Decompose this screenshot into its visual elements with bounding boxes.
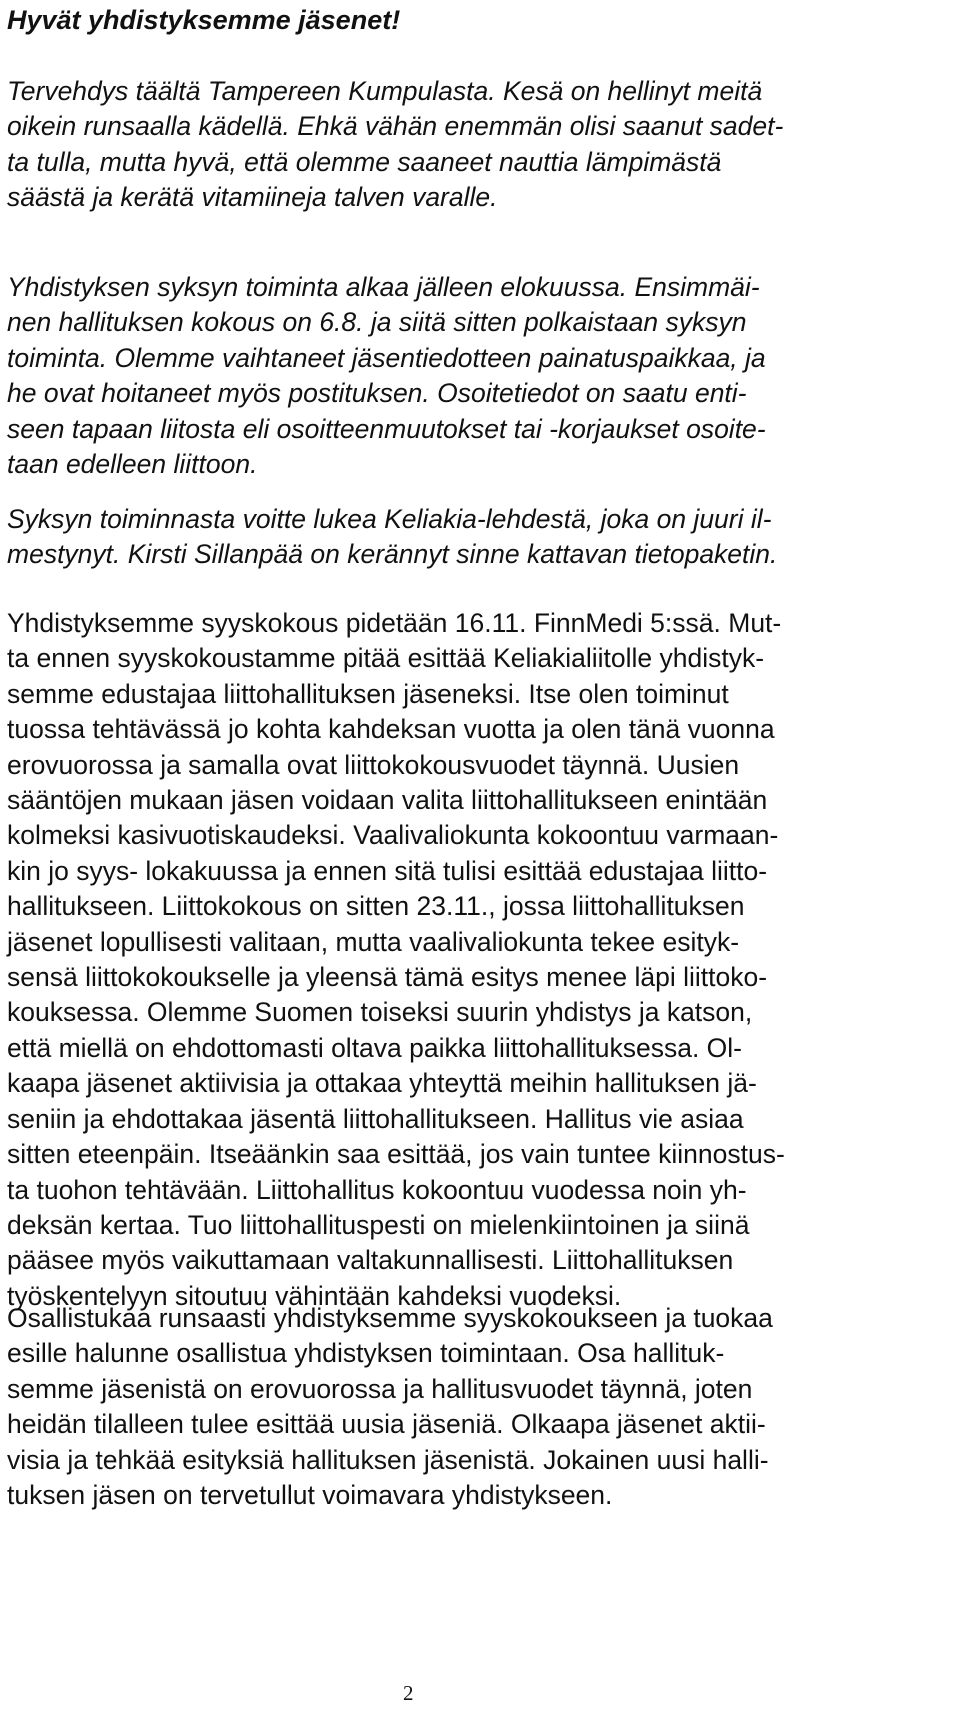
paragraph-line: Yhdistyksemme syyskokous pidetään 16.11. FinnMedi 5:ssä. Mut- — [7, 608, 782, 638]
paragraph-line: että miellä on ehdottomasti oltava paikka liittohallituksessa. Ol- — [7, 1032, 742, 1063]
paragraph-line: kin jo syys- lokakuussa ja ennen sitä tulisi esittää edustajaa liitto- — [7, 855, 768, 886]
paragraph-line: kolmeksi kasivuotiskaudeksi. Vaalivaliokunta kokoontuu varmaan- — [7, 820, 779, 851]
paragraph-participate — [7, 1301, 773, 1513]
paragraph-greeting-summer — [7, 74, 783, 216]
paragraph-line: semme edustajaa liittohallituksen jäseneksi. Itse olen toiminut — [7, 678, 729, 709]
paragraph-line: jäsenet lopullisesti valitaan, mutta vaalivaliokunta tekee esityk- — [7, 926, 740, 957]
paragraph-line: deksän kertaa. Tuo liittohallituspesti on mielenkiintoinen ja siinä — [7, 1209, 750, 1240]
paragraph-line: sitten eteenpäin. Itseäänkin saa esittää, jos vain tuntee kiinnostus- — [7, 1139, 785, 1170]
paragraph-autumn-meeting — [7, 606, 785, 1314]
paragraph-line: visia ja tehkää esityksiä hallituksen jäsenistä. Jokainen uusi halli- — [7, 1444, 769, 1475]
paragraph-line: heidän tilalleen tulee esittää uusia jäseniä. Olkaapa jäsenet aktii- — [7, 1409, 766, 1440]
paragraph-autumn-activities — [7, 270, 766, 482]
paragraph-line: semme jäsenistä on erovuorossa ja hallitusvuodet täynnä, joten — [7, 1373, 753, 1404]
paragraph-line: työskentelyyn sitoutuu vähintään kahdeksi vuodeksi. — [7, 1280, 622, 1311]
paragraph-line: oikein runsaalla kädellä. Ehkä vähän enemmän olisi saanut sadet- — [7, 111, 784, 142]
paragraph-line: mestynyt. Kirsti Sillanpää on kerännyt sinne kattavan tietopaketin. — [7, 539, 778, 570]
paragraph-line: hallitukseen. Liittokokous on sitten 23.11., jossa liittohallituksen — [7, 891, 745, 922]
paragraph-line: seen tapaan liitosta eli osoitteenmuutokset tai -korjaukset osoite- — [7, 413, 766, 444]
paragraph-line: esille halunne osallistua yhdistyksen toimintaan. Osa hallituk- — [7, 1338, 725, 1369]
paragraph-line: sensä liittokokoukselle ja yleensä tämä esitys menee läpi liittoko- — [7, 962, 768, 993]
paragraph-line: ta ennen syyskokoustamme pitää esittää Keliakialiitolle yhdistyk- — [7, 643, 765, 674]
paragraph-line: he ovat hoitaneet myös postituksen. Osoitetiedot on saatu enti- — [7, 378, 747, 409]
paragraph-line: pääsee myös vaikuttamaan valtakunnallisesti. Liittohallituksen — [7, 1245, 734, 1276]
paragraph-line: sääntöjen mukaan jäsen voidaan valita liittohallitukseen enintään — [7, 785, 768, 816]
paragraph-line: taan edelleen liittoon. — [7, 449, 258, 480]
document-page — [7, 0, 955, 1511]
paragraph-line: Syksyn toiminnasta voitte lukea Keliakia-lehdestä, joka on juuri il- — [7, 504, 772, 534]
paragraph-line: säästä ja kerätä vitamiineja talven varalle. — [7, 182, 498, 213]
paragraph-line: seniin ja ehdottakaa jäsentä liittohallitukseen. Hallitus vie asiaa — [7, 1103, 744, 1134]
page-number-value: 2 — [403, 1681, 414, 1705]
paragraph-line: Tervehdys täältä Tampereen Kumpulasta. Kesä on hellinyt meitä — [7, 76, 763, 106]
paragraph-line: kouksessa. Olemme Suomen toiseksi suurin yhdistys ja katson, — [7, 997, 753, 1028]
paragraph-line: Osallistukaa runsaasti yhdistyksemme syyskokoukseen ja tuokaa — [7, 1303, 773, 1333]
paragraph-line: tuossa tehtävässä jo kohta kahdeksan vuotta ja olen tänä vuonna — [7, 714, 775, 745]
paragraph-line: ta tulla, mutta hyvä, että olemme saaneet nauttia lämpimästä — [7, 146, 722, 177]
paragraph-line: erovuorossa ja samalla ovat liittokokousvuodet täynnä. Uusien — [7, 749, 740, 780]
paragraph-line: Yhdistyksen syksyn toiminta alkaa jälleen elokuussa. Ensimmäi- — [7, 272, 760, 302]
paragraph-line: nen hallituksen kokous on 6.8. ja siitä sitten polkaistaan syksyn — [7, 307, 747, 338]
paragraph-line: tuksen jäsen on tervetullut voimavara yhdistykseen. — [7, 1480, 613, 1511]
paragraph-line: toiminta. Olemme vaihtaneet jäsentiedotteen painatuspaikkaa, ja — [7, 342, 766, 373]
paragraph-keliakia-magazine — [7, 502, 777, 573]
greeting-heading: Hyvät yhdistyksemme jäsenet! — [7, 5, 401, 35]
paragraph-line: ta tuohon tehtävään. Liittohallitus kokoontuu vuodessa noin yh- — [7, 1174, 747, 1205]
paragraph-line: kaapa jäsenet aktiivisia ja ottakaa yhteyttä meihin hallituksen jä- — [7, 1068, 757, 1099]
